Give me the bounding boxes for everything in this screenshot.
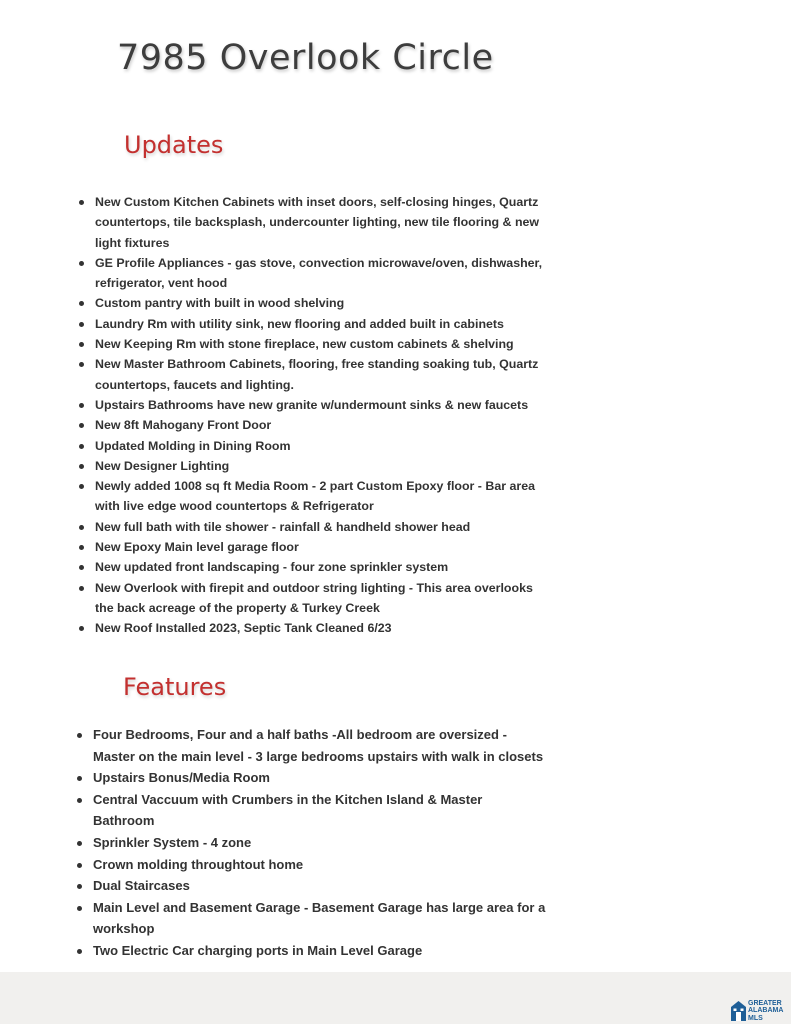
updates-list	[79, 192, 551, 639]
list-item: Main Level and Basement Garage - Basement Garage has large area for a workshop	[77, 897, 547, 940]
features-heading: Features	[123, 673, 227, 701]
list-item: New Keeping Rm with stone fireplace, new custom cabinets & shelving	[79, 334, 551, 354]
list-item: Two Electric Car charging ports in Main Level Garage	[77, 940, 547, 962]
list-item: New Custom Kitchen Cabinets with inset doors, self-closing hinges, Quartz countertops, tile backsplash, undercounter lighting, new tile flooring & new light fixtures	[79, 192, 551, 253]
list-item: New Designer Lighting	[79, 456, 551, 476]
list-item: GE Profile Appliances - gas stove, convection microwave/oven, dishwasher, refrigerator, vent hood	[79, 253, 551, 294]
list-item: New Roof Installed 2023, Septic Tank Cleaned 6/23	[79, 618, 551, 638]
watermark-text	[748, 1000, 783, 1022]
footer-band	[0, 972, 791, 1024]
list-item: New 8ft Mahogany Front Door	[79, 415, 551, 435]
list-item: Four Bedrooms, Four and a half baths -All bedroom are oversized - Master on the main level - 3 large bedrooms upstairs with walk in closets	[77, 724, 547, 767]
mls-watermark	[730, 999, 790, 1024]
updates-heading: Updates	[124, 131, 224, 159]
features-list	[77, 724, 547, 962]
list-item: New updated front landscaping - four zone sprinkler system	[79, 557, 551, 577]
list-item: Laundry Rm with utility sink, new flooring and added built in cabinets	[79, 314, 551, 334]
list-item: New Master Bathroom Cabinets, flooring, free standing soaking tub, Quartz countertops, faucets and lighting.	[79, 354, 551, 395]
list-item: Updated Molding in Dining Room	[79, 436, 551, 456]
list-item: Upstairs Bathrooms have new granite w/undermount sinks & new faucets	[79, 395, 551, 415]
list-item: Custom pantry with built in wood shelving	[79, 293, 551, 313]
watermark-line: GREATER	[748, 1000, 782, 1007]
list-item: Dual Staircases	[77, 875, 547, 897]
list-item: New Epoxy Main level garage floor	[79, 537, 551, 557]
page-title: 7985 Overlook Circle	[117, 38, 494, 78]
list-item: Crown molding throughtout home	[77, 854, 547, 876]
watermark-line: MLS	[748, 1014, 763, 1022]
list-item: Central Vaccuum with Crumbers in the Kitchen Island & Master Bathroom	[77, 789, 547, 832]
list-item: Newly added 1008 sq ft Media Room - 2 part Custom Epoxy floor - Bar area with live edge wood countertops & Refrigerator	[79, 476, 551, 517]
list-item: New full bath with tile shower - rainfall & handheld shower head	[79, 517, 551, 537]
house-icon	[730, 1000, 747, 1022]
list-item: New Overlook with firepit and outdoor string lighting - This area overlooks the back acreage of the property & Turkey Creek	[79, 578, 551, 619]
list-item: Sprinkler System - 4 zone	[77, 832, 547, 854]
watermark-line: ALABAMA	[748, 1007, 784, 1015]
list-item: Upstairs Bonus/Media Room	[77, 767, 547, 789]
